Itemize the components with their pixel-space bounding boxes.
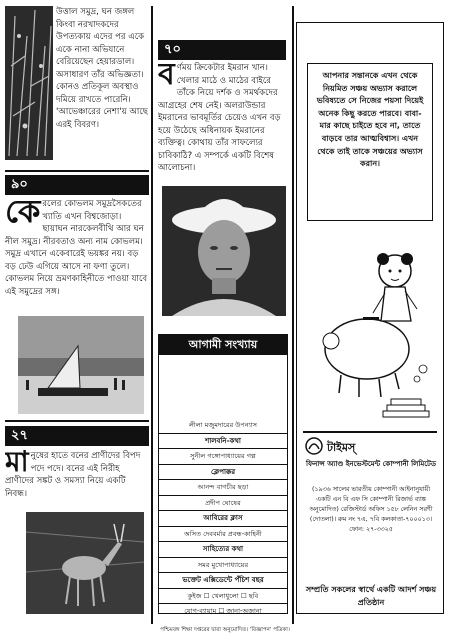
upcoming-item: আনন্দ বাগচীর ছড়া xyxy=(159,480,287,496)
wildlife-dropcap: মা xyxy=(5,450,29,478)
ad-intro-text: আপনার সন্তানকে এখন থেকে নিয়মিত সঞ্চয় অভ্যাস করালে ভবিষ্যতে সে নিজের পয়সা দিয়েই অনেক কিছু করতে পারবে। বাবা-মার কাছে চাইতে হবে না, তাতে বাড়বে তার আত্মবিশ্বাস। এখন থেকে তাই তাকে সঞ্চয়ের অভ্যাস করান। xyxy=(316,71,424,169)
upcoming-item: আবিরের ক্লাস xyxy=(159,511,287,527)
upcoming-item: ক্লেপাক্কর xyxy=(159,465,287,481)
savings-ad xyxy=(296,22,444,614)
kovalam-dropcap: কে xyxy=(5,198,41,230)
adventure-blurb: উত্তাল সমুদ্র, ঘন জঙ্গল কিংবা নরখাদকদের উপত্যকায় এদের পর একে একে নানা অভিযানে বেরিয়েছেন হেয়ারডাল। অসাধারণ তাঁর অভিজ্ঞতা। কোনও প্রতিকূল অবস্থাও দমিয়ে রাখতে পারেনি। 'আভেঞ্চারের নেশা'য় আছে এরই বিবরণ। xyxy=(56,7,148,130)
imran-text: র্ণময় ক্রিকেটার ইমরান খান। খেলার মাঠে ও মাঠের বাইরে তাঁকে নিয়ে দর্শক ও সমর্থকদের আগ্রহের শেষ নেই। অলরাউন্ডার ইমরানের ভাবমূর্তির চেয়েও এখন বড় হয়ে উঠেছে অধিনায়ক ইমরানের ব্যক্তিত্ব। কোথায় তাঁর সাফল্যের চাবিকাঠি? এ সম্পর্কে একটি বিশেষ আলোচনা। xyxy=(158,63,281,173)
upcoming-item: কুইজ ☐ খেলাধুলো ☐ ছবি xyxy=(159,589,287,605)
ad-company: ফিনান্স অ্যাণ্ড ইনভেস্টমেন্ট কোম্পানী লিমিটেড xyxy=(305,460,437,468)
left-divider-1 xyxy=(5,170,149,172)
upcoming-item: শালবনি-কথা xyxy=(159,434,287,450)
beach-illustration xyxy=(18,316,144,414)
antelope-photo xyxy=(26,512,144,614)
kovalam-text: রলের কোভলম সমুদ্রসৈকতের খ্যাতি এখন বিশ্বজোড়া। ছায়াঘন নারকেলবীথি আর ঘন নীল সমুদ্র। নীরবতাও অন্য নাম কোভলম। সমুদ্র এখানে একেবারেই ভয়ঙ্কর নয়। বড় বড় ঢেউ এগিয়ে আসে না ফণা তুলে। কোভলম নিয়ে ভ্রমণকাহিনীতে পাওয়া যাবে এই সমুদ্রের সঙ্গ। xyxy=(5,199,148,297)
upcoming-item: যোগ-ব্যায়াম ☐ জানা-অজানা xyxy=(184,607,262,615)
upcoming-item: প্রদীপ ঘোষের xyxy=(159,496,287,512)
imran-khan-photo xyxy=(162,186,286,316)
portrait-illustration xyxy=(162,186,286,316)
child-piggybank-illustration xyxy=(311,229,435,429)
page-number-27: ২৭ xyxy=(5,426,149,446)
ad-brand: টাইমস্ xyxy=(327,441,356,454)
jungle-photo xyxy=(5,6,53,160)
page-number-70: ৭০ xyxy=(158,40,286,60)
kovalam-article xyxy=(5,198,149,304)
ad-details: (১৯৩৬ সালের ভারতীয় কোম্পানী আইনানুযায়ী একটি এন বি এফ সি কোম্পানী রিজার্ভ ব্যাঙ্ক অনুমোদিত) রেজিস্টার্ড অফিস ১৫৮ লেনিন সরণী (দোতলা)। রুম নং ৭এ, ৭বি কলকাতা-৭০০০১৩। ফোন: ২৭-৩৩২৫ xyxy=(309,486,433,533)
antelope-illustration xyxy=(26,512,144,614)
wildlife-text: নুষের হাতে বনের প্রাণীদের বিপদ পদে পদে। বনের এই নিরীহ প্রাণীদের সঙ্কট ও সমস্যা নিয়ে একটি নিবন্ধ। xyxy=(5,451,141,499)
footer-note: পশ্চিমবঙ্গ শিক্ষা দপ্তরের দ্বারা অনুমোদিত। 'বিজ্ঞাপন' পত্রিকা। xyxy=(160,627,290,633)
upcoming-item: সুনীল গঙ্গোপাধ্যায়ের গল্প xyxy=(159,449,287,465)
upcoming-item: সমর মুখোপাধ্যায়ের xyxy=(159,558,287,574)
beach-photo xyxy=(18,316,144,414)
imran-article xyxy=(158,62,290,186)
wildlife-article xyxy=(5,450,149,506)
jungle-illustration xyxy=(5,6,53,160)
imran-dropcap: ব xyxy=(158,62,175,92)
times-logo-row xyxy=(305,437,437,457)
ad-tagline: সম্প্রতি সকলের স্বার্থে একটি আদর্শ সঞ্চয় প্রতিষ্ঠান xyxy=(305,585,437,607)
ad-divider xyxy=(303,431,437,433)
times-logo-icon xyxy=(305,437,323,455)
page-number-90: ৯০ xyxy=(5,175,149,195)
left-divider-2 xyxy=(5,420,149,422)
upcoming-header: আগামী সংখ্যায় xyxy=(159,335,287,355)
upcoming-item: অসিত দেববর্মার প্রবন্ধ-কাহিনী xyxy=(159,527,287,543)
column-rule-right xyxy=(292,6,294,624)
upcoming-spacer xyxy=(159,355,287,418)
column-rule-left xyxy=(151,6,153,624)
upcoming-item: সাহিত্যের কথা xyxy=(159,542,287,558)
ad-intro-box xyxy=(307,63,433,221)
upcoming-item: লীলা মজুমদারের উপন্যাস xyxy=(159,418,287,434)
upcoming-box xyxy=(158,334,288,614)
upcoming-item: ভক্তেট এক্সিডেন্টে পঁচিশ বছর xyxy=(159,573,287,589)
